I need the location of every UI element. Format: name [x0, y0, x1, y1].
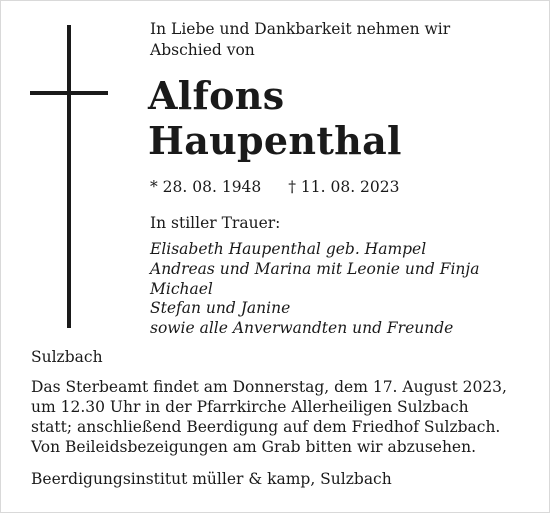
birth-date: * 28. 08. 1948: [150, 178, 262, 196]
death-date: † 11. 08. 2023: [288, 178, 400, 196]
mourner-line: Andreas und Marina mit Leonie und Finja: [150, 259, 480, 278]
intro-line-1: In Liebe und Dankbarkeit nehmen wir: [150, 20, 451, 38]
mourning-title: In stiller Trauer:: [150, 214, 281, 232]
life-dates: [150, 177, 400, 197]
mourner-line: Elisabeth Haupenthal geb. Hampel: [150, 240, 427, 258]
cross-vertical-bar: [67, 25, 71, 328]
funeral-notice-line: um 12.30 Uhr in der Pfarrkirche Allerheiligen Sulzbach: [31, 398, 469, 416]
deceased-name: [148, 73, 538, 163]
funeral-notice-line: Von Beileidsbezeigungen am Grab bitten wir abzusehen.: [31, 438, 477, 456]
mourners-list: [150, 240, 479, 339]
deceased-first-name: Alfons: [148, 73, 285, 118]
cross-horizontal-bar: [30, 91, 108, 95]
intro-line-2: Abschied von: [150, 41, 255, 59]
funeral-notice-line: statt; anschließend Beerdigung auf dem Friedhof Sulzbach.: [31, 418, 501, 436]
mourner-line: Michael: [150, 279, 213, 298]
undertaker-line: Beerdigungsinstitut müller & kamp, Sulzbach: [31, 470, 392, 488]
mourner-line: sowie alle Anverwandten und Freunde: [150, 319, 454, 338]
funeral-notice: [31, 377, 531, 457]
place-name: Sulzbach: [31, 348, 103, 366]
deceased-last-name: Haupenthal: [148, 118, 402, 163]
intro-text: [150, 19, 530, 61]
funeral-notice-line: Das Sterbeamt findet am Donnerstag, dem 17. August 2023,: [31, 378, 507, 396]
mourner-line: Stefan und Janine: [150, 299, 291, 318]
